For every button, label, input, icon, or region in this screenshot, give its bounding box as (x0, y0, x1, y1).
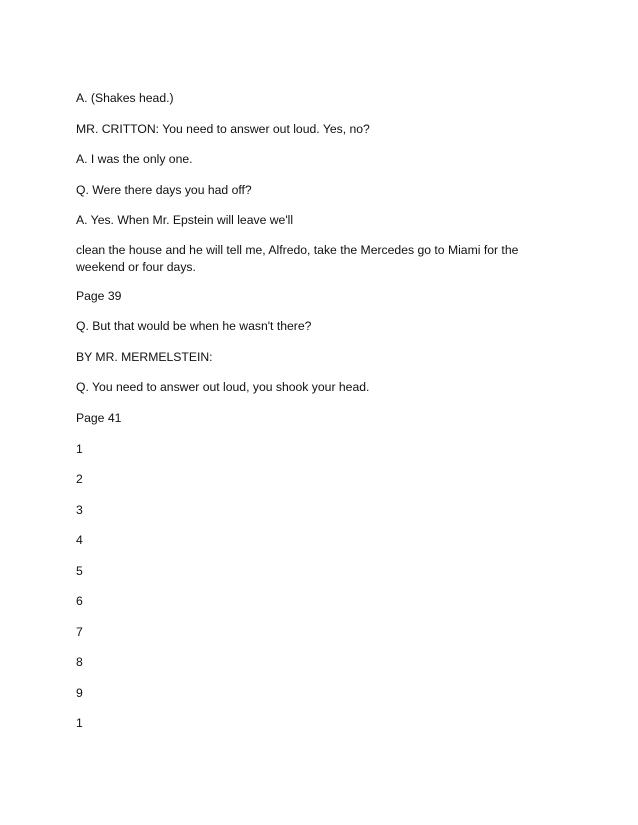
line-number: 7 (76, 625, 83, 639)
transcript-line: A. (Shakes head.) (76, 91, 174, 105)
transcript-line: clean the house and he will tell me, Alfredo, take the Mercedes go to Miami for the weekend or four days. (76, 243, 519, 274)
line-number: 8 (76, 655, 83, 669)
examiner-heading: BY MR. MERMELSTEIN: (76, 350, 213, 364)
line-number: 3 (76, 503, 83, 517)
transcript-line: Q. You need to answer out loud, you shook your head. (76, 380, 370, 394)
transcript-line: Q. But that would be when he wasn't there? (76, 319, 312, 333)
line-number: 6 (76, 594, 83, 608)
transcript-line: MR. CRITTON: You need to answer out loud. Yes, no? (76, 122, 370, 136)
line-number: 5 (76, 564, 83, 578)
transcript-line: A. I was the only one. (76, 152, 193, 166)
line-number: 2 (76, 472, 83, 486)
page-marker: Page 41 (76, 411, 122, 425)
line-number: 1 (76, 442, 83, 456)
line-number: 9 (76, 686, 83, 700)
transcript-line: A. Yes. When Mr. Epstein will leave we'll (76, 213, 294, 227)
line-number: 1 (76, 716, 83, 730)
line-number: 4 (76, 533, 83, 547)
page-marker: Page 39 (76, 289, 122, 303)
transcript-line: Q. Were there days you had off? (76, 183, 252, 197)
